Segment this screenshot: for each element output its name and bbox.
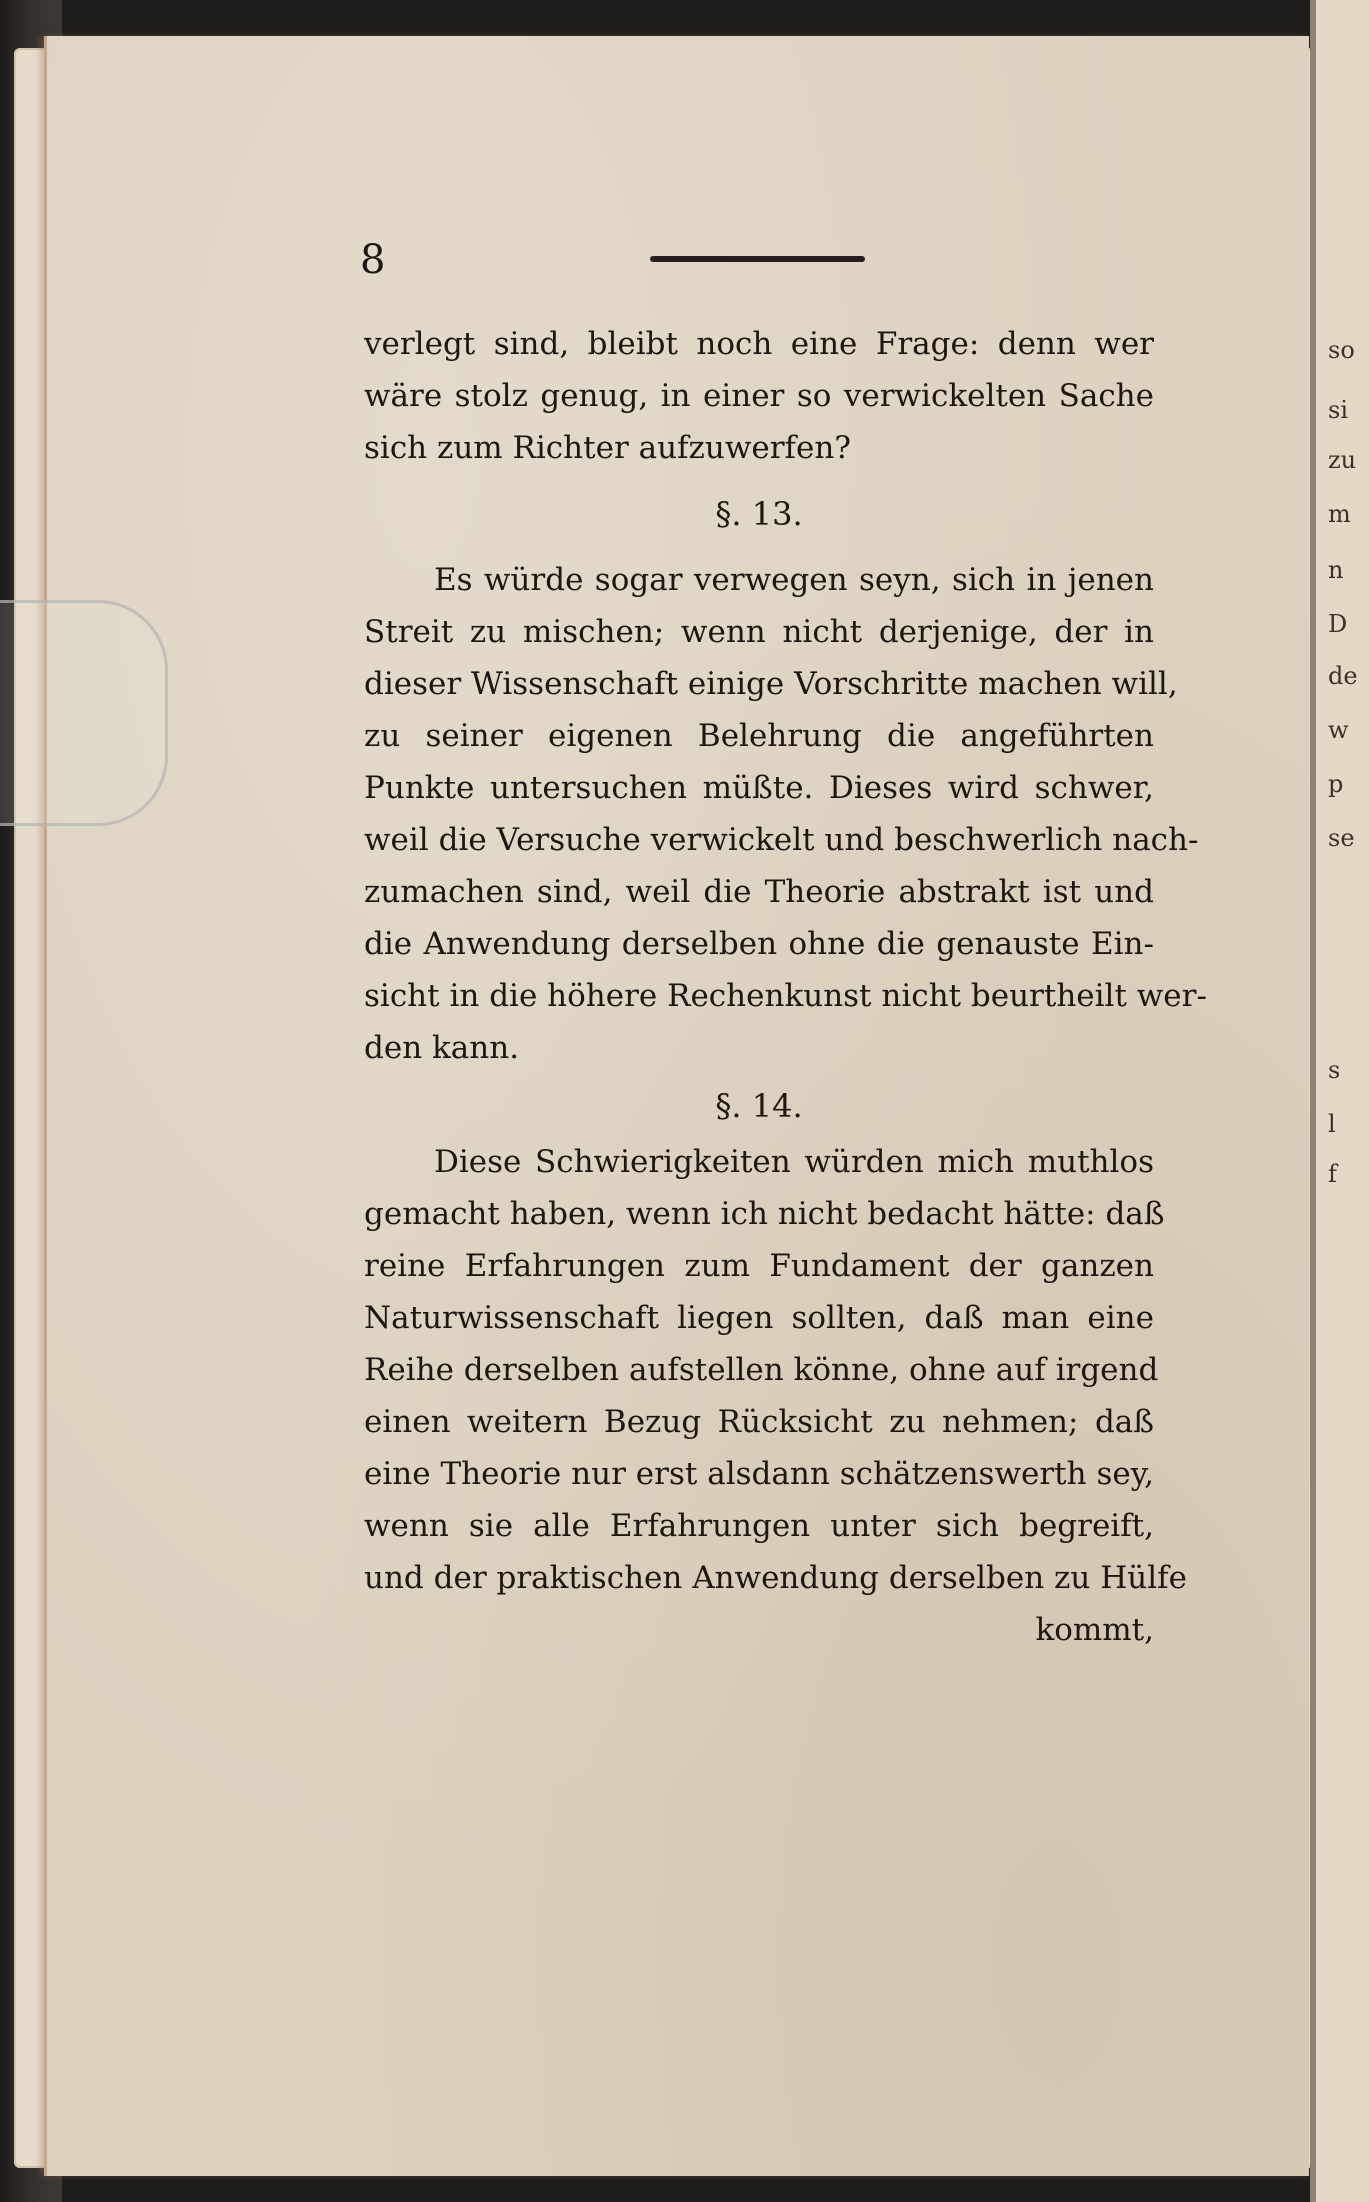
section-14-heading: §. 14. [715,1087,803,1125]
text-line: und der praktischen Anwendung derselben zu Hülfe [364,1560,1187,1596]
text-line: Streit zu mischen; wenn nicht derjenige, der in [364,614,1154,650]
section-13-heading: §. 13. [715,495,803,533]
facing-fragment: si [1328,396,1348,424]
facing-fragment: zu [1328,446,1357,474]
text-line: Es würde sogar verwegen seyn, sich in jenen [434,562,1154,598]
body-text [364,318,1207,1656]
text-line: weil die Versuche verwickelt und beschwerlich nach- [364,822,1199,858]
facing-fragment: p [1328,770,1344,798]
page-clip [0,600,168,826]
text-line: den kann. [364,1030,520,1066]
facing-fragment: D [1328,610,1348,638]
text-line: reine Erfahrungen zum Fundament der ganzen [364,1248,1154,1284]
facing-page-edge [1310,0,1369,2202]
text-line: dieser Wissenschaft einige Vorschritte machen will, [364,666,1178,702]
text-line: zu seiner eigenen Belehrung die angeführten [364,718,1154,754]
text-line: verlegt sind, bleibt noch eine Frage: denn wer [364,326,1154,362]
facing-fragment: m [1328,500,1351,528]
text-line: gemacht haben, wenn ich nicht bedacht hätte: daß [364,1196,1165,1232]
text-line: wenn sie alle Erfahrungen unter sich begreift, [364,1508,1154,1544]
facing-fragment: se [1328,824,1355,852]
text-line: Naturwissenschaft liegen sollten, daß man eine [364,1300,1154,1336]
text-line: wäre stolz genug, in einer so verwickelten Sache [364,378,1154,414]
catchword: kommt, [1035,1612,1154,1648]
facing-fragment: de [1328,662,1358,690]
text-line: zumachen sind, weil die Theorie abstrakt ist und [364,874,1154,910]
page-number: 8 [360,237,386,283]
text-line: sicht in die höhere Rechenkunst nicht beurtheilt wer- [364,978,1207,1014]
facing-fragment: w [1328,716,1349,744]
facing-fragment: s [1328,1056,1341,1084]
header-rule [650,256,865,262]
facing-fragment: so [1328,336,1355,364]
running-head [360,237,880,283]
facing-fragment: l [1328,1110,1336,1138]
text-line: die Anwendung derselben ohne die genauste Ein- [364,926,1154,962]
text-line: eine Theorie nur erst alsdann schätzenswerth sey, [364,1456,1154,1492]
text-line: Reihe derselben aufstellen könne, ohne auf irgend [364,1352,1159,1388]
facing-fragment: n [1328,556,1344,584]
text-line: einen weitern Bezug Rücksicht zu nehmen; daß [364,1404,1154,1440]
text-line: Diese Schwierigkeiten würden mich muthlos [434,1144,1154,1180]
text-line: Punkte untersuchen müßte. Dieses wird schwer, [364,770,1154,806]
text-line: sich zum Richter aufzuwerfen? [364,430,851,466]
facing-fragment: f [1328,1160,1337,1188]
